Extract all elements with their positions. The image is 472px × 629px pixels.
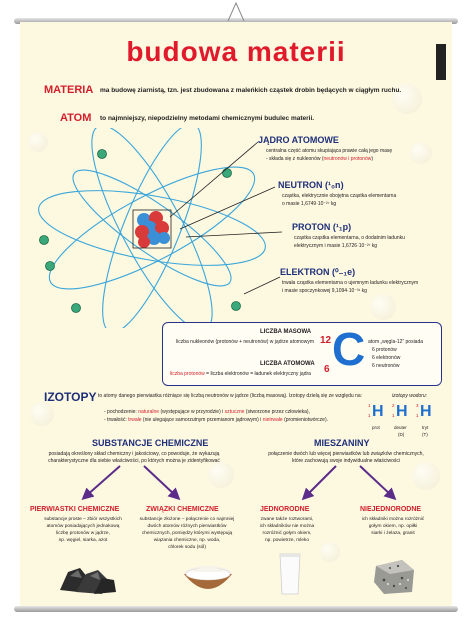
proton-label (292, 222, 351, 232)
compounds-desc (132, 516, 242, 551)
homogeneous-desc-line: ich składników nie można (259, 524, 315, 529)
compounds-desc-line: chlorek sodu (sól) (168, 545, 206, 550)
nucleus-desc-2c: ) (371, 156, 374, 162)
heterogeneous-desc-line: ich składniki można rozróżnić (361, 517, 425, 522)
elements-desc-line: liczbę protonów w jądrze, (56, 531, 110, 536)
coal-image (58, 560, 118, 596)
heterogeneous-label: NIEJEDNORODNE (360, 506, 422, 513)
salt-bowl-image (180, 560, 236, 596)
page-title: budowa materii (126, 36, 346, 67)
electron-label (280, 267, 355, 278)
isotope-symbol: H (372, 403, 384, 420)
isotopes-b1-e: (stworzone przez człowieka), (245, 409, 310, 415)
isotope-name: tryt (422, 425, 429, 430)
elements-desc (28, 516, 138, 544)
mixtures-desc-1: połączenie dwóch lub więcej pierwiastków lub związków chemicznych, (268, 451, 424, 457)
element-symbol: C (332, 323, 366, 375)
isotope-name: prot (372, 425, 380, 430)
isotopes-b2-b: trwałe (128, 417, 142, 423)
nucleus-desc-1: centralna część atomu skupiająca prawie całą jego masę (266, 148, 393, 154)
isotope-name: deuter (394, 425, 407, 430)
nucleus-label: JĄDRO ATOMOWE (258, 135, 339, 145)
classification-arrows (20, 462, 452, 506)
isotope-mass: 3 (416, 403, 419, 408)
hanger-string (226, 0, 246, 22)
proton-desc-2: elektrycznym i masie 1,6726·10⁻²⁷ kg (294, 243, 378, 249)
isotopes-b1-a: - pochodzenie: (104, 409, 137, 415)
carbon-desc-4: 6 neutronów (372, 363, 400, 369)
compounds-desc-line: substancje złożone – połączenie co najmniej (139, 517, 235, 522)
proton-close: ) (348, 222, 352, 232)
atom-label: ATOM (60, 112, 92, 124)
isotopes-b2-c: (nie ulegające samorzutnym przemianom jądrowym) i (142, 417, 262, 423)
isotopes-bullet-1 (104, 408, 364, 416)
pointer-lines (20, 22, 452, 322)
milk-glass-image (276, 552, 304, 596)
bottom-hanging-rod (14, 606, 458, 612)
isotopes-b2-e: (promieniotwórcze). (284, 417, 328, 423)
neutron-name: NEUTRON ( (278, 180, 328, 190)
electron-name: ELEKTRON ( (280, 267, 335, 277)
atomic-number-desc (170, 370, 311, 378)
electron-desc-2: i masie spoczynkowej 9,1094·10⁻³¹ kg (282, 288, 367, 294)
atomic-number-value: 6 (324, 364, 330, 375)
mass-number-value: 12 (320, 335, 332, 346)
isotope-symbol: H (396, 403, 408, 420)
homogeneous-desc-line: np. powietrze, mleko (265, 538, 309, 543)
hydrogen-isotopes-header: izotopy wodoru: (392, 393, 428, 399)
isotopes-b1-d: sztuczne (224, 409, 245, 415)
homogeneous-desc (242, 516, 332, 544)
materia-label: MATERIA (44, 84, 94, 96)
poster (20, 22, 452, 606)
heterogeneous-desc (340, 516, 446, 537)
elements-desc-line: atomów posiadających jednakową (46, 524, 120, 529)
isotopes-b2-a: - trwałość: (104, 417, 127, 423)
compounds-desc-line: wiązania chemiczne, np. woda, (153, 538, 221, 543)
mass-number-desc: liczba nukleonów (protonów + neutronów) w jądrze atomowym (176, 339, 314, 345)
electron-symbol: ⁰₋₁e (335, 267, 353, 277)
bg-bubble (320, 542, 340, 562)
substances-desc-2: charakterystyczne dla siebie właściwości, po których można je zidentyfikować (48, 458, 220, 464)
nucleus-desc-2a: - składa się z nukleonów ( (266, 156, 324, 162)
isotopes-text: to atomy danego pierwiastka różniące się liczbą neutronów w jądrze (liczbą masową). Izotopy dzielą się ze względu na: (98, 393, 363, 399)
atomic-number-label: LICZBA ATOMOWA (260, 361, 315, 367)
isotope-number: 1 (416, 413, 419, 418)
carbon-desc-2: 6 protonów (372, 347, 397, 353)
compounds-desc-line: chemicznych, pomiędzy którymi występują (141, 531, 233, 536)
substances-desc-1: posiadają określony skład chemiczny i jakościowy, co powoduje, że wykazują (48, 451, 220, 457)
mixtures-label: MIESZANINY (314, 438, 370, 448)
isotope-number: 1 (392, 413, 395, 418)
bg-bubble (30, 402, 54, 426)
heterogeneous-desc-line: gołym okiem, np. opiłki (368, 524, 418, 529)
isotope-mass: 1 (368, 403, 371, 408)
nucleus-desc-2 (266, 155, 373, 163)
materia-text: ma budowę ziarnistą, tzn. jest zbudowana z maleńkich cząstek drobin będących w ciągłym ruchu. (100, 87, 402, 94)
proton-desc-1: cząstka cząstka elementarna, o dodatnim ładunku (294, 235, 405, 241)
isotope-symbol: H (420, 403, 432, 420)
neutron-symbol: ¹₀n (328, 180, 341, 190)
electron-close: ) (352, 267, 356, 277)
nucleus-desc-2b: neutronów i protonów (323, 156, 372, 162)
compounds-desc-line: dwóch atomów różnych pierwiastków (147, 524, 227, 529)
neutron-desc-1: cząstka, elektrycznie obojętna cząstka elementarna (282, 193, 397, 199)
proton-symbol: ¹₁p (335, 222, 349, 232)
isotope-abbr: (T) (422, 432, 428, 437)
proton-name: PROTON ( (292, 222, 336, 232)
isotope-mass: 2 (392, 403, 395, 408)
homogeneous-desc-line: rozróżnić gołym okiem, (262, 531, 312, 536)
isotopes-label: IZOTOPY (44, 390, 97, 404)
elements-label: PIERWIASTKI CHEMICZNE (30, 506, 120, 513)
carbon-desc-3: 6 elektronów (372, 355, 401, 361)
substances-label: SUBSTANCJE CHEMICZNE (92, 438, 209, 448)
granite-image (372, 556, 418, 596)
homogeneous-label: JEDNORODNE (260, 506, 310, 513)
heterogeneous-desc-line: siarki i żelaza, granit (371, 531, 415, 536)
isotope-number: 1 (368, 413, 371, 418)
elements-desc-line: np. węgiel, siarka, azot (58, 538, 108, 543)
neutron-desc-2: o masie 1,6749·10⁻²⁷ kg (282, 201, 337, 207)
neutron-close: ) (340, 180, 344, 190)
mass-number-label: LICZBA MASOWA (260, 329, 312, 335)
neutron-label (278, 180, 344, 190)
compounds-label: ZWIĄZKI CHEMICZNE (146, 506, 219, 513)
atomic-number-desc-b: = liczba elektronów = ładunek elektryczny jądra (206, 371, 311, 377)
atomic-number-desc-a: liczba protonów (170, 371, 205, 377)
carbon-desc-1: atom „węgla-12” posiada (368, 339, 424, 345)
isotopes-b1-b: naturalne (138, 409, 160, 415)
isotopes-b2-d: nietrwałe (262, 417, 283, 423)
mixtures-desc-2: które zachowują swoje indywidualne właściwości (291, 458, 401, 464)
electron-desc-1: trwała cząstka elementarna o ujemnym ładunku elektrycznym (282, 280, 419, 286)
isotope-abbr: (D) (398, 432, 405, 437)
atom-text: to najmniejszy, niepodzielny metodami chemicznymi budulec materii. (100, 115, 315, 122)
isotopes-bullet-2 (104, 416, 374, 424)
elements-desc-line: substancje proste – zbiór wszystkich (44, 517, 122, 522)
homogeneous-desc-line: zwane także roztworami, (260, 517, 314, 522)
isotopes-b1-c: (występujące w przyrodzie) i (160, 409, 224, 415)
